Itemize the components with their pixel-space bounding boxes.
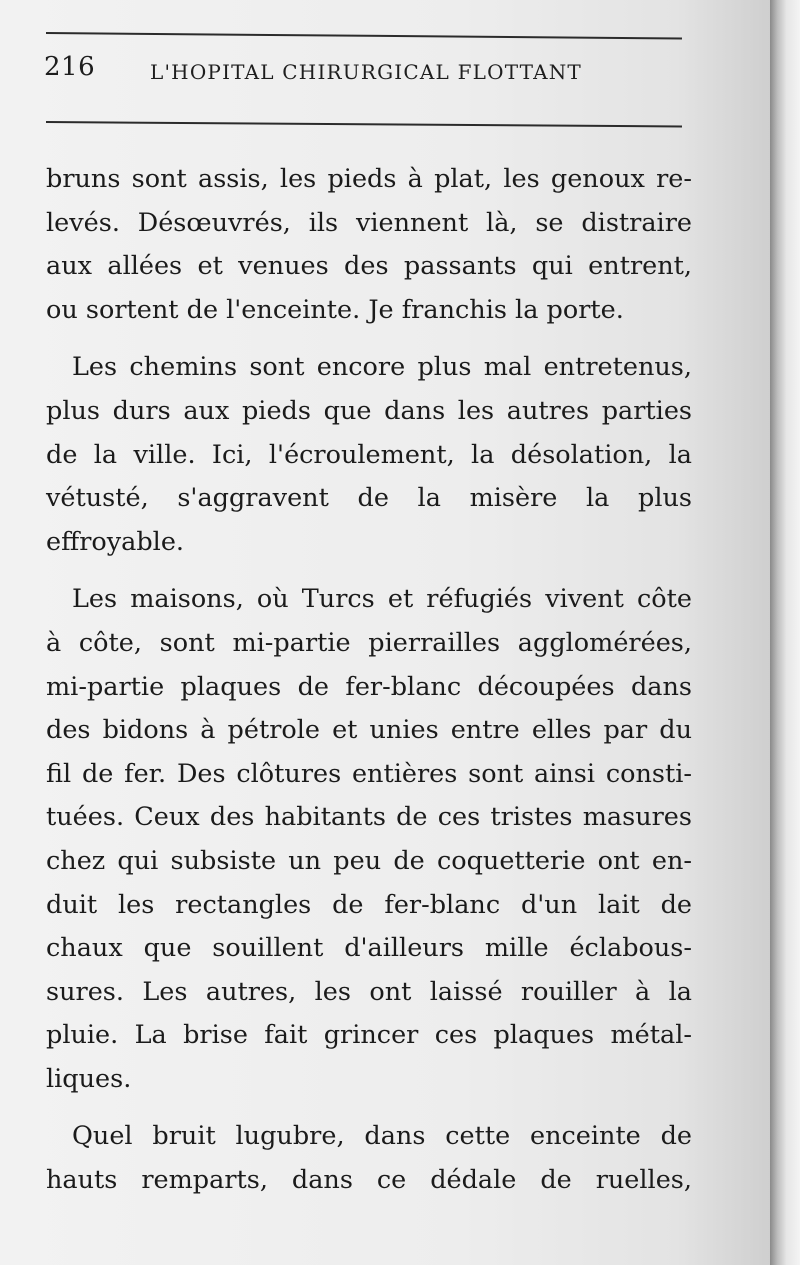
page-header	[44, 52, 684, 92]
text-line: mi-partie plaques de fer-blanc découpées dans	[46, 671, 692, 702]
text-line: Les maisons, où Turcs et réfugiés vivent côte	[72, 584, 692, 615]
text-line: chez qui subsiste un peu de coquetterie ont en-	[46, 845, 692, 876]
text-line: Les chemins sont encore plus mal entretenus,	[72, 352, 692, 383]
text-line: plus durs aux pieds que dans les autres parties	[46, 395, 692, 426]
text-line: pluie. La brise fait grincer ces plaques métal-	[46, 1020, 692, 1051]
text-line: vétusté, s'aggravent de la misère la plus	[46, 483, 692, 514]
text-line: ou sortent de l'enceinte. Je franchis la porte.	[46, 294, 624, 325]
text-line: chaux que souillent d'ailleurs mille éclabous-	[46, 933, 692, 964]
text-line: effroyable.	[46, 526, 185, 557]
paragraph	[46, 346, 692, 564]
header-top-rule	[46, 32, 682, 40]
text-line: sures. Les autres, les ont laissé rouiller à la	[46, 976, 692, 1007]
text-line: bruns sont assis, les pieds à plat, les genoux re-	[46, 164, 692, 194]
text-line: à côte, sont mi-partie pierrailles agglomérées,	[46, 627, 692, 658]
text-line: des bidons à pétrole et unies entre elles par du	[46, 715, 692, 746]
running-head: L'HOPITAL CHIRURGICAL FLOTTANT	[150, 60, 582, 84]
text-line: Quel bruit lugubre, dans cette enceinte de	[72, 1121, 692, 1152]
text-line: tuées. Ceux des habitants de ces tristes masures	[46, 802, 692, 833]
text-line: levés. Désœuvrés, ils viennent là, se distraire	[46, 207, 692, 238]
text-line: hauts remparts, dans ce dédale de ruelles,	[46, 1165, 692, 1196]
body-text	[46, 158, 692, 1203]
text-line: fil de fer. Des clôtures entières sont ainsi consti-	[46, 758, 692, 789]
paragraph	[46, 578, 692, 1101]
text-line: liques.	[46, 1063, 132, 1094]
paragraph	[46, 158, 692, 332]
text-line: aux allées et venues des passants qui entrent,	[46, 251, 692, 282]
paragraph	[46, 1115, 692, 1202]
header-bottom-rule	[46, 121, 682, 127]
text-line: de la ville. Ici, l'écroulement, la désolation, la	[46, 439, 692, 470]
text-line: duit les rectangles de fer-blanc d'un lait de	[46, 889, 692, 920]
page-binding-edge	[770, 0, 800, 1265]
page-number: 216	[44, 52, 96, 82]
